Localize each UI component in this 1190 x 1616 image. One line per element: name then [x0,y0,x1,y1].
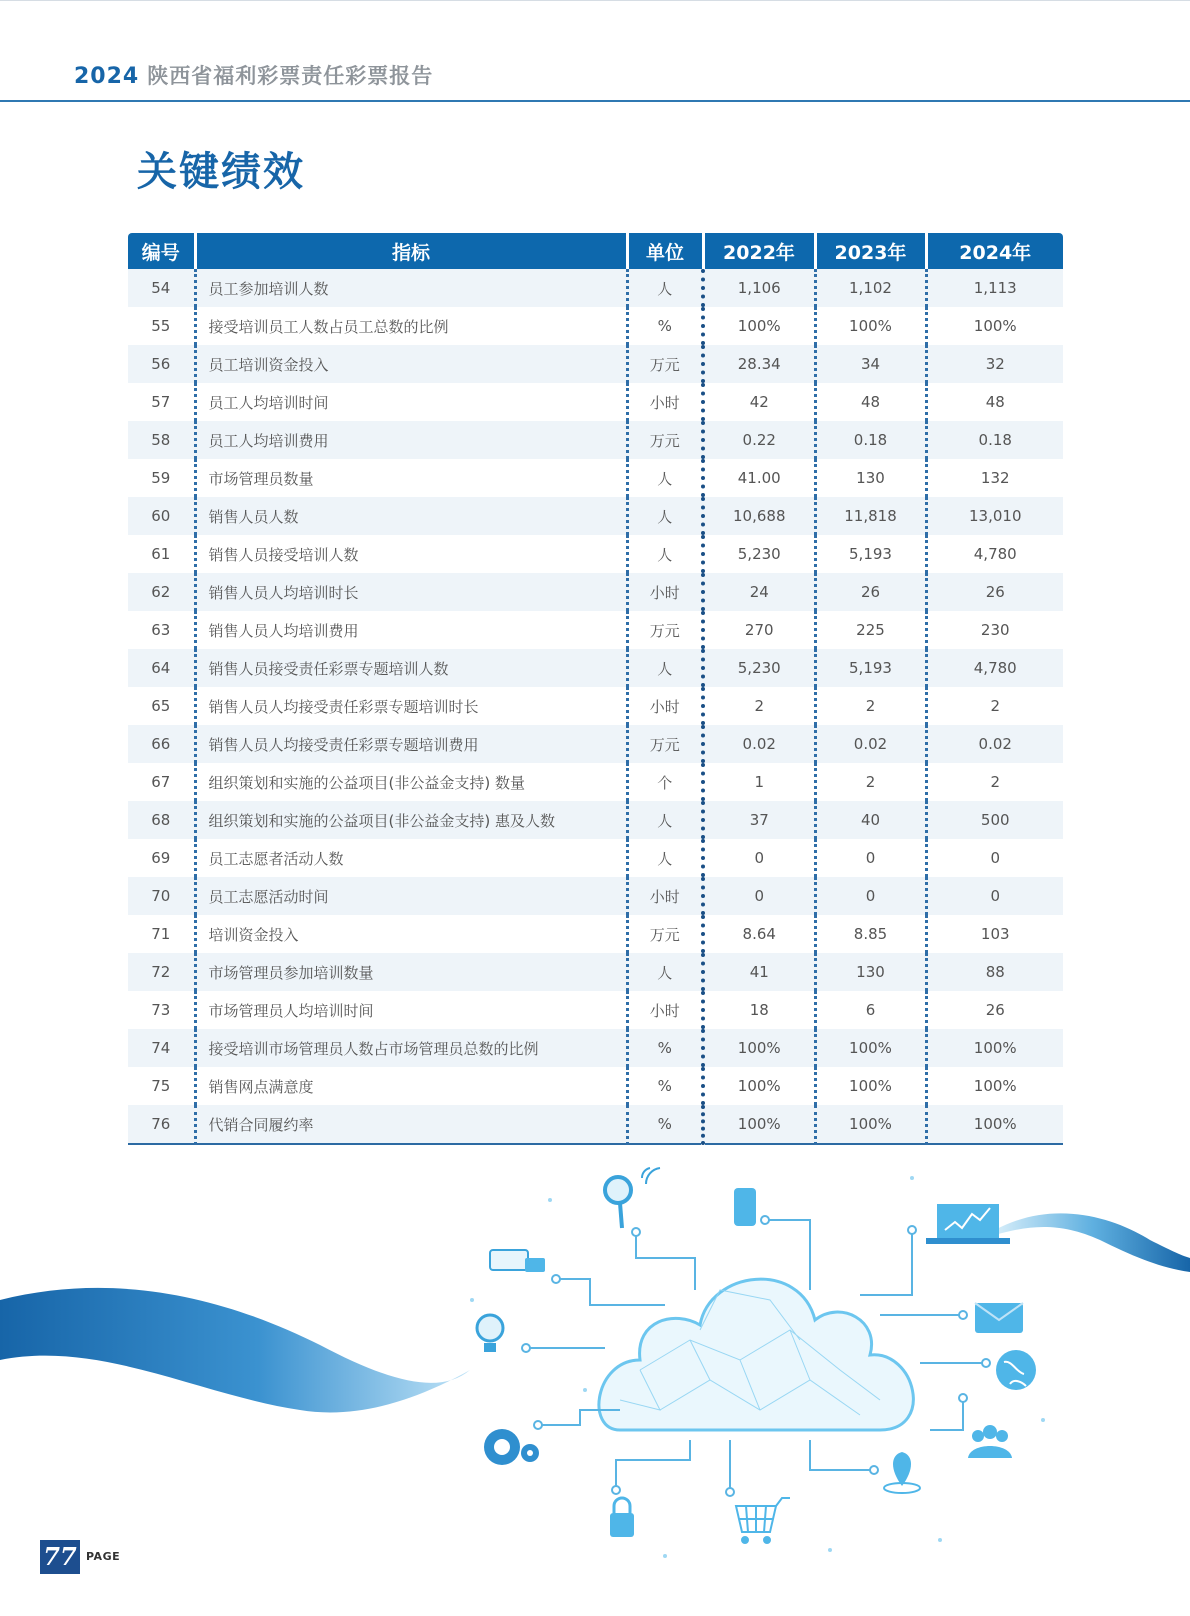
indicator-name: 员工人均培训费用 [195,421,627,459]
unit: % [627,1105,703,1144]
value-2024: 88 [926,953,1063,991]
unit: % [627,307,703,345]
value-2024: 0.02 [926,725,1063,763]
cloud-network-illustration [0,1140,1190,1616]
value-2023: 100% [815,307,926,345]
location-pin-icon [884,1452,920,1493]
row-id: 65 [151,697,171,715]
value-2023: 0 [815,877,926,915]
indicator-name: 员工培训资金投入 [195,345,627,383]
left-wave-decoration [0,1288,470,1413]
unit: 人 [627,801,703,839]
table-row [128,839,1063,877]
value-2024: 230 [926,611,1063,649]
indicator-name: 市场管理员参加培训数量 [195,953,627,991]
indicator-name: 接受培训员工人数占员工总数的比例 [195,307,627,345]
value-2023: 2 [815,763,926,801]
indicator-name: 市场管理员人均培训时间 [195,991,627,1029]
unit: 小时 [627,991,703,1029]
value-2024: 500 [926,801,1063,839]
value-2024: 100% [926,1067,1063,1105]
globe-icon [996,1350,1036,1390]
right-wave-decoration [995,1213,1190,1272]
col-header-indicator: 指标 [195,233,627,269]
row-id: 69 [151,849,171,867]
col-header-id: 编号 [128,233,195,269]
chat-icon [490,1250,545,1272]
value-2024: 4,780 [926,535,1063,573]
indicator-name: 销售人员人均接受责任彩票专题培训费用 [195,725,627,763]
indicator-name: 员工志愿者活动人数 [195,839,627,877]
value-2024: 26 [926,991,1063,1029]
padlock-icon [610,1498,634,1537]
row-id: 57 [151,393,171,411]
page-label: PAGE [86,1550,121,1563]
header-year: 2024 [74,64,140,89]
value-2023: 11,818 [815,497,926,535]
row-id: 66 [128,725,195,763]
row-id: 59 [151,469,171,487]
value-2023: 100% [815,1067,926,1105]
row-id: 71 [151,925,171,943]
unit: % [627,1029,703,1067]
indicator-name: 销售人员人均接受责任彩票专题培训时长 [195,687,627,725]
table-row [128,953,1063,991]
value-2024: 26 [926,573,1063,611]
unit: 万元 [627,421,703,459]
row-id: 54 [128,269,195,307]
table-row [128,345,1063,383]
unit: 万元 [627,345,703,383]
table-row [128,763,1063,801]
value-2024: 0 [926,877,1063,915]
indicator-name: 员工人均培训时间 [195,383,627,421]
row-id: 68 [128,801,195,839]
row-id: 67 [151,773,171,791]
row-id: 56 [128,345,195,383]
table-row [128,877,1063,915]
unit: 小时 [627,383,703,421]
table-row [128,1029,1063,1067]
value-2023: 0 [815,839,926,877]
value-2022: 100% [703,1067,815,1105]
value-2022: 37 [703,801,815,839]
row-id: 55 [151,317,171,335]
value-2024: 103 [926,915,1063,953]
kpi-table [128,233,1063,1145]
unit: 小时 [627,687,703,725]
indicator-name: 市场管理员数量 [195,459,627,497]
table-row [128,611,1063,649]
table-row [128,687,1063,725]
value-2024: 100% [926,1029,1063,1067]
value-2022: 8.64 [703,915,815,953]
value-2022: 24 [703,573,815,611]
col-header-2024: 2024年 [926,233,1063,269]
value-2022: 0.02 [703,725,815,763]
unit: 人 [627,839,703,877]
row-id: 70 [128,877,195,915]
indicator-name: 培训资金投入 [195,915,627,953]
header-title: 陕西省福利彩票责任彩票报告 [147,64,434,88]
table-row [128,459,1063,497]
value-2023: 130 [815,953,926,991]
value-2023: 225 [815,611,926,649]
value-2023: 34 [815,345,926,383]
users-icon [968,1425,1012,1458]
gear-icon [484,1429,539,1465]
value-2023: 40 [815,801,926,839]
value-2023: 100% [815,1029,926,1067]
unit: 个 [627,763,703,801]
indicator-name: 销售人员人数 [195,497,627,535]
indicator-name: 组织策划和实施的公益项目(非公益金支持) 惠及人数 [195,801,627,839]
row-id: 73 [151,1001,171,1019]
value-2024: 0 [926,839,1063,877]
unit: 人 [627,497,703,535]
value-2023: 6 [815,991,926,1029]
value-2023: 48 [815,383,926,421]
value-2024: 4,780 [926,649,1063,687]
indicator-name: 组织策划和实施的公益项目(非公益金支持) 数量 [195,763,627,801]
magnifier-icon [605,1168,660,1228]
value-2023: 130 [815,459,926,497]
value-2024: 2 [926,687,1063,725]
indicator-name: 接受培训市场管理员人数占市场管理员总数的比例 [195,1029,627,1067]
value-2023: 5,193 [815,535,926,573]
value-2024: 0.18 [926,421,1063,459]
laptop-icon [926,1204,1010,1244]
indicator-name: 销售人员人均培训时长 [195,573,627,611]
row-id: 72 [128,953,195,991]
value-2024: 100% [926,307,1063,345]
table-row [128,497,1063,535]
row-id: 74 [128,1029,195,1067]
table-row [128,649,1063,687]
value-2022: 1 [703,763,815,801]
page-title: 关键绩效 [137,149,305,195]
envelope-icon [975,1303,1023,1333]
col-header-unit: 单位 [627,233,703,269]
header-rule [0,100,1190,102]
value-2022: 100% [703,1029,815,1067]
value-2022: 100% [703,307,815,345]
indicator-name: 销售人员接受培训人数 [195,535,627,573]
page-number: 77 [40,1540,80,1574]
value-2023: 0.18 [815,421,926,459]
unit: 人 [627,269,703,307]
value-2023: 1,102 [815,269,926,307]
row-id: 61 [151,545,171,563]
unit: 人 [627,459,703,497]
value-2022: 42 [703,383,815,421]
value-2024: 13,010 [926,497,1063,535]
unit: 人 [627,649,703,687]
value-2023: 2 [815,687,926,725]
unit: 人 [627,953,703,991]
top-border-line [0,0,1190,1]
value-2022: 10,688 [703,497,815,535]
table-row [128,915,1063,953]
value-2023: 0.02 [815,725,926,763]
value-2022: 0.22 [703,421,815,459]
indicator-name: 销售网点满意度 [195,1067,627,1105]
table-row [128,801,1063,839]
table-row [128,1067,1063,1105]
unit: 小时 [627,877,703,915]
unit: 万元 [627,915,703,953]
value-2022: 270 [703,611,815,649]
value-2022: 41 [703,953,815,991]
value-2024: 48 [926,383,1063,421]
report-header [74,60,433,90]
value-2024: 2 [926,763,1063,801]
row-id: 63 [151,621,171,639]
unit: 人 [627,535,703,573]
value-2022: 41.00 [703,459,815,497]
indicator-name: 员工志愿活动时间 [195,877,627,915]
value-2023: 100% [815,1105,926,1144]
row-id: 60 [128,497,195,535]
value-2023: 8.85 [815,915,926,953]
value-2022: 2 [703,687,815,725]
lightbulb-icon [477,1315,503,1352]
table-row [128,573,1063,611]
value-2024: 32 [926,345,1063,383]
table-row [128,725,1063,763]
row-id: 64 [128,649,195,687]
value-2022: 0 [703,877,815,915]
indicator-name: 代销合同履约率 [195,1105,627,1144]
value-2022: 5,230 [703,649,815,687]
value-2022: 100% [703,1105,815,1144]
table-row [128,269,1063,307]
table-row [128,307,1063,345]
value-2022: 5,230 [703,535,815,573]
shopping-cart-icon [736,1498,790,1543]
value-2022: 28.34 [703,345,815,383]
row-id: 58 [128,421,195,459]
unit: 小时 [627,573,703,611]
unit: 万元 [627,725,703,763]
indicator-name: 员工参加培训人数 [195,269,627,307]
value-2022: 18 [703,991,815,1029]
value-2023: 5,193 [815,649,926,687]
table-row [128,991,1063,1029]
row-id: 76 [128,1105,195,1144]
kpi-table-header-row [128,233,1063,269]
unit: 万元 [627,611,703,649]
indicator-name: 销售人员接受责任彩票专题培训人数 [195,649,627,687]
row-id: 62 [128,573,195,611]
value-2022: 0 [703,839,815,877]
table-row [128,383,1063,421]
phone-icon [734,1188,756,1226]
value-2023: 26 [815,573,926,611]
table-row [128,421,1063,459]
col-header-2023: 2023年 [815,233,926,269]
value-2022: 1,106 [703,269,815,307]
value-2024: 1,113 [926,269,1063,307]
col-header-2022: 2022年 [703,233,815,269]
value-2024: 132 [926,459,1063,497]
value-2024: 100% [926,1105,1063,1144]
indicator-name: 销售人员人均培训费用 [195,611,627,649]
table-row [128,535,1063,573]
table-row [128,1105,1063,1144]
unit: % [627,1067,703,1105]
row-id: 75 [151,1077,171,1095]
